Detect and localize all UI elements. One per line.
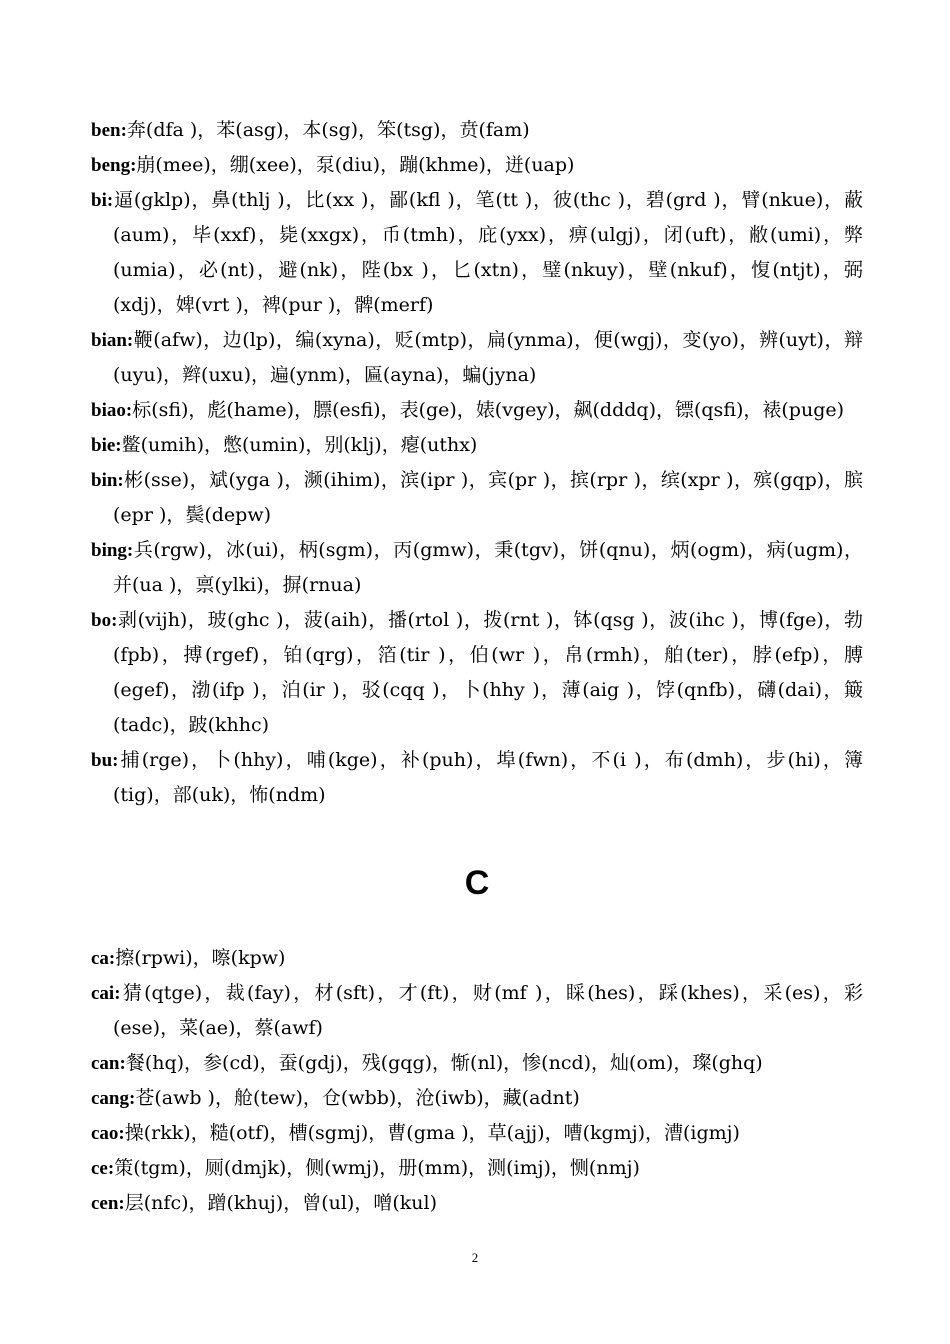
entry-text: 崩(mee)，绷(xee)，泵(diu)，蹦(khme)，迸(uap): [136, 154, 575, 176]
entry-bi: [91, 183, 863, 323]
entry-text: 标(sfi)，彪(hame)，膘(esfi)，表(ge)，婊(vgey)，飙(dddq)，镖(qsfi)，裱(puge): [132, 399, 845, 421]
document-body: [91, 113, 863, 1221]
entry-bu: [91, 743, 863, 813]
entry-biao: [91, 393, 863, 428]
page-number: 2: [471, 1250, 479, 1265]
entry-bian: [91, 323, 863, 393]
entry-key: cai:: [91, 983, 121, 1004]
entry-key: bo:: [91, 610, 118, 631]
entry-key: cang:: [91, 1088, 136, 1109]
section-c: [91, 941, 863, 1221]
entry-text: 捕(rge)，卜(hhy)，哺(kge)，补(puh)，埠(fwn)，不(i )，布(dmh)，步(hi)，簿(tig)，部(uk)，怖(ndm): [113, 749, 863, 806]
entry-ce: [91, 1151, 863, 1186]
entry-text: 兵(rgw)，冰(ui)，柄(sgm)，丙(gmw)，秉(tgv)，饼(qnu)，炳(ogm)，病(ugm)，并(ua )，禀(ylki)，摒(rnua): [113, 539, 863, 596]
entry-key: bin:: [91, 470, 124, 491]
entry-bie: [91, 428, 863, 463]
entry-text: 策(tgm)，厕(dmjk)，侧(wmj)，册(mm)，测(imj)，恻(nmj): [114, 1157, 640, 1179]
entry-text: 擦(rpwi)，嚓(kpw): [115, 947, 286, 969]
entry-beng: [91, 148, 863, 183]
entry-key: bu:: [91, 750, 119, 771]
entry-text: 鞭(afw)，边(lp)，编(xyna)，贬(mtp)，扁(ynma)，便(wgj)，变(yo)，辨(uyt)，辩(uyu)，辫(uxu)，遍(ynm)，匾(ayna)，蝙(jyna): [113, 329, 863, 386]
entry-text: 餐(hq)，参(cd)，蚕(gdj)，残(gqg)，惭(nl)，惨(ncd)，灿(om)，璨(ghq): [125, 1052, 763, 1074]
entry-text: 逼(gklp)，鼻(thlj )，比(xx )，鄙(kfl )，笔(tt )，彼(thc )，碧(grd )，臂(nkue)，蔽(aum)，毕(xxf)，毙(xxgx)，币(tmh)，庇(yxx)，痹(ulgj)，闭(uft)，敝(umi)，弊(umia)，必(nt)，避(nk)，陛(bx )，匕(xtn)，璧(nkuy)，壁(nkuf)，愎(ntjt)，弼(xdj)，婢(vrt )，裨(pur )，髀(merf): [113, 189, 863, 316]
entry-key: ben:: [91, 120, 127, 141]
entry-bing: [91, 533, 863, 603]
entry-text: 层(nfc)，蹭(khuj)，曾(ul)，噌(kul): [124, 1192, 437, 1214]
section-b-continued: [91, 113, 863, 813]
entry-bin: [91, 463, 863, 533]
entry-text: 猜(qtge)，裁(fay)，材(sft)，才(ft)，财(mf )，睬(hes)，踩(khes)，采(es)，彩(ese)，菜(ae)，蔡(awf): [113, 982, 863, 1039]
entry-text: 奔(dfa )，苯(asg)，本(sg)，笨(tsg)，贲(fam): [126, 119, 530, 141]
entry-key: bing:: [91, 540, 134, 561]
entry-cao: [91, 1116, 863, 1151]
entry-text: 彬(sse)，斌(yga )，濒(ihim)，滨(ipr )，宾(pr )，摈(rpr )，缤(xpr )，殡(gqp)，膑(epr )，鬓(depw): [113, 469, 863, 526]
entry-key: beng:: [91, 155, 137, 176]
entry-text: 剥(vijh)，玻(ghc )，菠(aih)，播(rtol )，拨(rnt )，钵(qsg )，波(ihc )，博(fge)，勃(fpb)，搏(rgef)，铂(qrg)，箔(tir )，伯(wr )，帛(rmh)，舶(ter)，脖(efp)，膊(egef)，渤(ifp )，泊(ir )，驳(cqq )，卜(hhy )，薄(aig )，饽(qnfb)，礴(dai)，簸(tadc)，跛(khhc): [113, 609, 863, 736]
entry-text: 鳖(umih)，憋(umin)，别(klj)，瘪(uthx): [121, 434, 478, 456]
entry-cai: [91, 976, 863, 1046]
entry-cen: [91, 1186, 863, 1221]
entry-key: bian:: [91, 330, 134, 351]
entry-bo: [91, 603, 863, 743]
entry-text: 操(rkk)，糙(otf)，槽(sgmj)，曹(gma )，草(ajj)，嘈(kgmj)，漕(igmj): [124, 1122, 740, 1144]
entry-key: bi:: [91, 190, 114, 211]
section-heading-c: C: [464, 864, 490, 902]
entry-key: bie:: [91, 435, 122, 456]
entry-cang: [91, 1081, 863, 1116]
entry-key: cao:: [91, 1123, 125, 1144]
entry-ca: [91, 941, 863, 976]
entry-key: can:: [91, 1053, 126, 1074]
entry-can: [91, 1046, 863, 1081]
entry-key: biao:: [91, 400, 133, 421]
entry-key: ca:: [91, 948, 116, 969]
entry-text: 苍(awb )，舱(tew)，仓(wbb)，沧(iwb)，藏(adnt): [135, 1087, 580, 1109]
entry-key: cen:: [91, 1193, 125, 1214]
entry-ben: [91, 113, 863, 148]
entry-key: ce:: [91, 1158, 115, 1179]
